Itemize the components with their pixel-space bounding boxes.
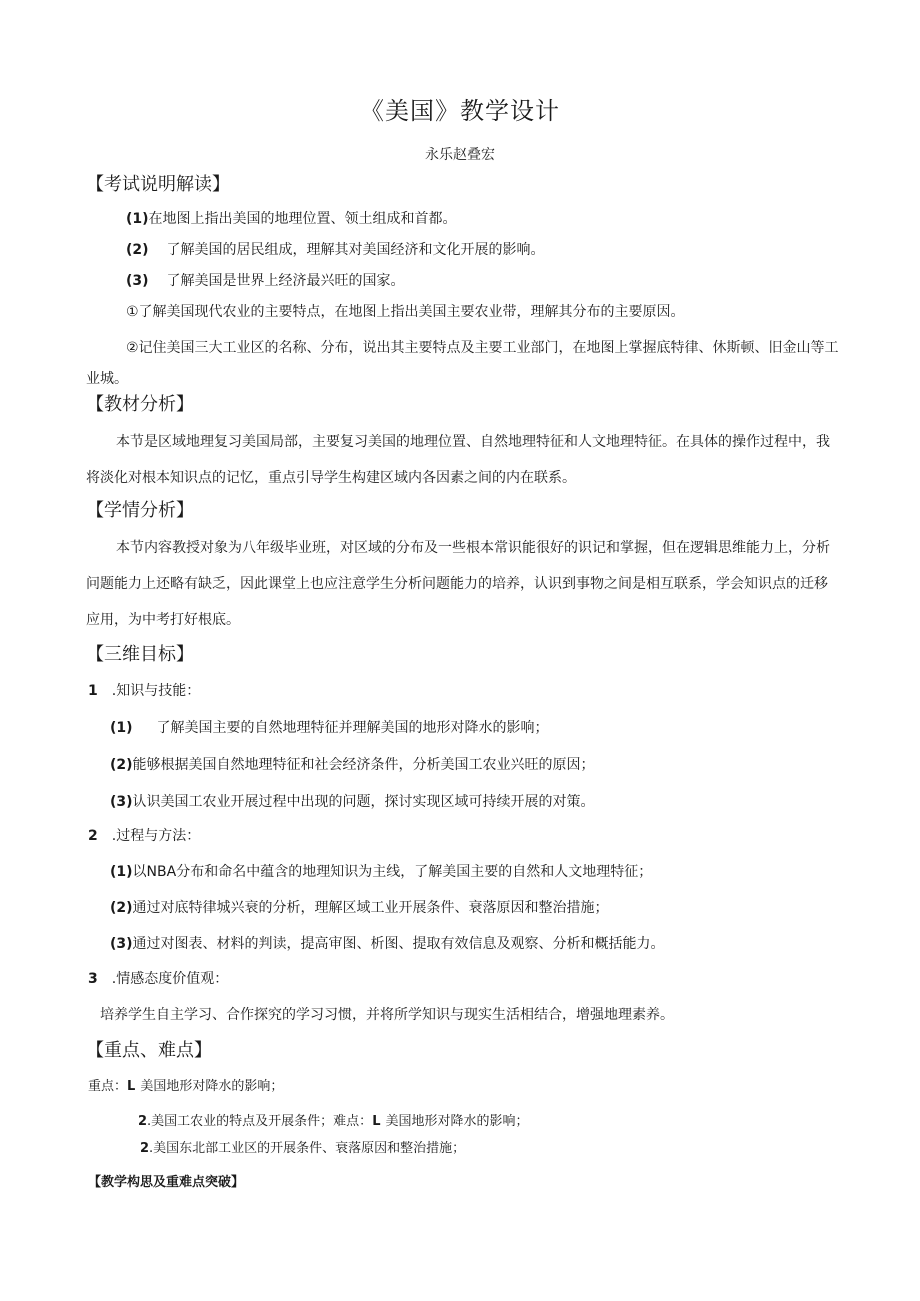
goal-group-2-num: 2 [88, 828, 98, 844]
key-line-2-num: 2 [138, 1114, 148, 1129]
heading-exam: 【考试说明解读】 [86, 174, 230, 195]
key-line-2-num2: L [372, 1114, 381, 1129]
goal-1-item-1-text: 了解美国主要的自然地理特征并理解美国的地形对降水的影响； [156, 720, 549, 736]
exam-item-1 [126, 209, 457, 229]
heading-goals: 【三维目标】 [86, 644, 194, 665]
key-line-1-text: 美国地形对降水的影响； [140, 1079, 284, 1094]
exam-item-4: ①了解美国现代农业的主要特点，在地图上指出美国主要农业带，理解其分布的主要原因。 [126, 304, 685, 320]
exam-item-3-num: (3) [126, 273, 149, 289]
exam-item-5: ②记住美国三大工业区的名称、分布，说出其主要特点及主要工业部门，在地图上掌握底特律、休斯顿、旧金山等工业城。 [86, 340, 839, 387]
key-line-2-text2: 美国地形对降水的影响； [385, 1114, 529, 1129]
exam-item-2-num: (2) [126, 242, 149, 258]
goal-2-item-1-text: 以NBA分布和命名中蕴含的地理知识为主线，了解美国主要的自然和人文地理特征； [132, 864, 653, 880]
goal-1-item-3-text: 认识美国工农业开展过程中出现的问题，探讨实现区域可持续开展的对策。 [132, 794, 595, 810]
goal-2-item-2-text: 通过对底特律城兴衰的分析，理解区域工业开展条件、衰落原因和整治措施； [132, 900, 609, 916]
goal-group-1-label: .知识与技能： [111, 683, 201, 699]
goal-group-3 [88, 969, 228, 989]
goal-2-item-1-num: (1) [110, 864, 133, 880]
goal-1-item-1-num: (1) [110, 720, 133, 736]
exam-item-2 [126, 240, 545, 260]
page-title: 《美国》教学设计 [360, 97, 560, 125]
key-line-1-num: L [127, 1079, 136, 1094]
goal-1-item-2 [110, 755, 595, 775]
goal-1-item-3-num: (3) [110, 794, 133, 810]
exam-item-3 [126, 271, 405, 291]
exam-item-1-text: 在地图上指出美国的地理位置、领土组成和首都。 [148, 211, 457, 227]
key-line-2-text: .美国工农业的特点及开展条件；难点： [147, 1114, 373, 1129]
heading-students: 【学情分析】 [86, 500, 194, 521]
author: 永乐赵叠宏 [425, 147, 495, 163]
goal-group-3-label: .情感态度价值观： [111, 971, 229, 987]
heading-key: 【重点、难点】 [86, 1040, 212, 1061]
goal-group-3-num: 3 [88, 971, 98, 987]
key-line-3-num: 2 [140, 1141, 150, 1156]
material-text: 本节是区域地理复习美国局部，主要复习美国的地理位置、自然地理特征和人文地理特征。在具体的操作过程中，我将淡化对根本知识点的记忆，重点引导学生构建区域内各因素之间的内在联系。 [86, 434, 830, 486]
key-line-1 [88, 1077, 283, 1097]
goal-group-2 [88, 826, 200, 846]
goal-group-1 [88, 681, 200, 701]
goal-2-item-3-num: (3) [110, 936, 133, 952]
goal-group-1-num: 1 [88, 683, 98, 699]
goal-2-item-1 [110, 862, 652, 882]
goal-1-item-3 [110, 792, 595, 812]
key-line-3-text: .美国东北部工业区的开展条件、衰落原因和整治措施； [149, 1141, 466, 1156]
exam-item-2-text: 了解美国的居民组成，理解其对美国经济和文化开展的影响。 [166, 242, 545, 258]
goal-1-item-2-text: 能够根据美国自然地理特征和社会经济条件，分析美国工农业兴旺的原因； [132, 757, 595, 773]
key-line-1-prefix: 重点： [88, 1079, 128, 1094]
exam-item-3-text: 了解美国是世界上经济最兴旺的国家。 [166, 273, 405, 289]
goal-2-item-2 [110, 898, 609, 918]
key-line-3 [140, 1139, 465, 1159]
students-text: 本节内容教授对象为八年级毕业班，对区域的分布及一些根本常识能很好的识记和掌握，但在逻辑思维能力上，分析问题能力上还略有缺乏，因此课堂上也应注意学生分析问题能力的培养，认识到事物之间是相互联系，学会知识点的迁移应用，为中考打好根底。 [86, 540, 830, 628]
goal-2-item-3 [110, 934, 665, 954]
goal-1-item-2-num: (2) [110, 757, 133, 773]
goal-2-item-3-text: 通过对图表、材料的判读，提高审图、析图、提取有效信息及观察、分析和概括能力。 [132, 936, 665, 952]
goal-1-item-1 [110, 718, 549, 738]
key-line-2 [138, 1112, 529, 1132]
heading-design: 【教学构思及重难点突破】 [88, 1175, 245, 1190]
goal-group-2-label: .过程与方法： [111, 828, 201, 844]
exam-item-1-num: (1) [126, 211, 149, 227]
goal-3-text: 培养学生自主学习、合作探究的学习习惯，并将所学知识与现实生活相结合，增强地理素养。 [100, 1007, 674, 1023]
goal-2-item-2-num: (2) [110, 900, 133, 916]
heading-material: 【教材分析】 [86, 394, 194, 415]
